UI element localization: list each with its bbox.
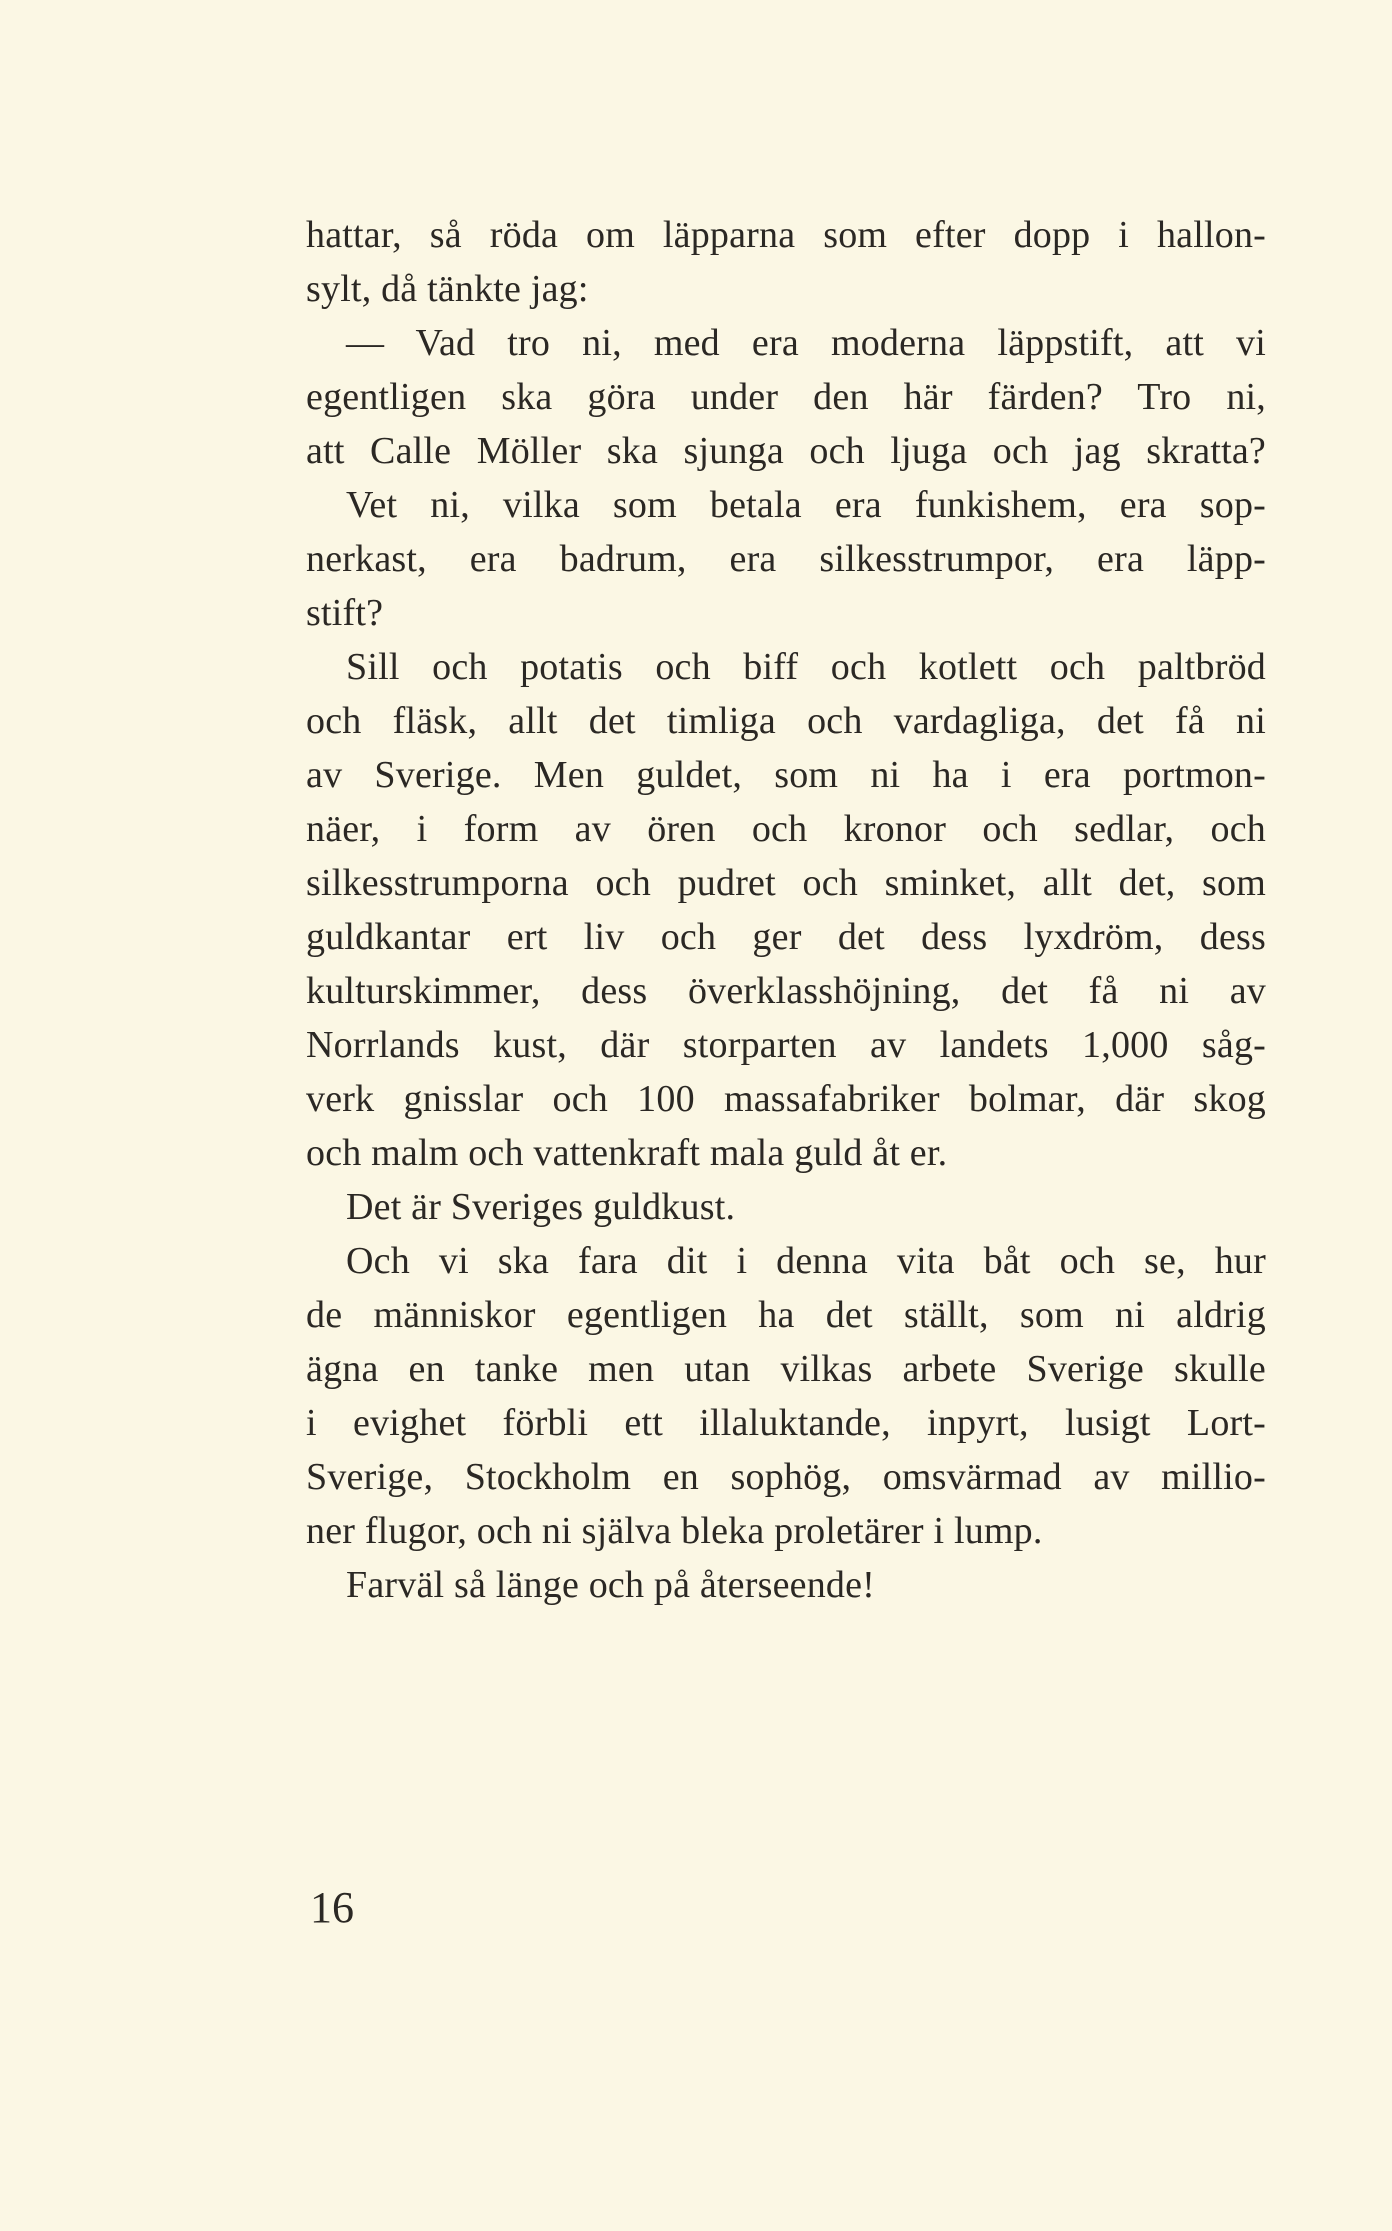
text-line: hattar, så röda om läpparna som efter dopp i hallon- — [306, 214, 1266, 256]
text-line: egentligen ska göra under den här färden? Tro ni, — [306, 376, 1266, 418]
text-line: Farväl så länge och på återseende! — [346, 1564, 876, 1606]
text-line: Norrlands kust, där storparten av landets 1,000 såg- — [306, 1024, 1266, 1066]
text-line: Sill och potatis och biff och kotlett och paltbröd — [346, 646, 1266, 688]
text-line: kulturskimmer, dess överklasshöjning, det få ni av — [306, 970, 1266, 1012]
text-line: Sverige, Stockholm en sophög, omsvärmad av millio- — [306, 1456, 1266, 1498]
text-line: silkesstrumporna och pudret och sminket, allt det, som — [306, 862, 1266, 904]
text-line: näer, i form av ören och kronor och sedlar, och — [306, 808, 1266, 850]
text-line: de människor egentligen ha det ställt, som ni aldrig — [306, 1294, 1266, 1336]
text-line: av Sverige. Men guldet, som ni ha i era portmon- — [306, 754, 1266, 796]
text-line: att Calle Möller ska sjunga och ljuga och jag skratta? — [306, 430, 1266, 472]
text-line: Vet ni, vilka som betala era funkishem, era sop- — [346, 484, 1266, 526]
text-line: Det är Sveriges guldkust. — [346, 1186, 736, 1228]
text-line: och malm och vattenkraft mala guld åt er. — [306, 1132, 948, 1174]
text-line: ägna en tanke men utan vilkas arbete Sverige skulle — [306, 1348, 1266, 1390]
page-number: 16 — [310, 1883, 354, 1932]
text-line: nerkast, era badrum, era silkesstrumpor, era läpp- — [306, 538, 1266, 580]
text-line: ner flugor, och ni själva bleka proletärer i lump. — [306, 1510, 1043, 1552]
text-line: — Vad tro ni, med era moderna läppstift, att vi — [346, 322, 1266, 364]
text-line: verk gnisslar och 100 massafabriker bolmar, där skog — [306, 1078, 1266, 1120]
text-line: guldkantar ert liv och ger det dess lyxdröm, dess — [306, 916, 1266, 958]
text-line: och fläsk, allt det timliga och vardagliga, det få ni — [306, 700, 1266, 742]
text-line: sylt, då tänkte jag: — [306, 268, 589, 310]
text-line: stift? — [306, 592, 384, 634]
text-line: Och vi ska fara dit i denna vita båt och se, hur — [346, 1240, 1266, 1282]
text-line: i evighet förbli ett illaluktande, inpyrt, lusigt Lort- — [306, 1402, 1266, 1444]
